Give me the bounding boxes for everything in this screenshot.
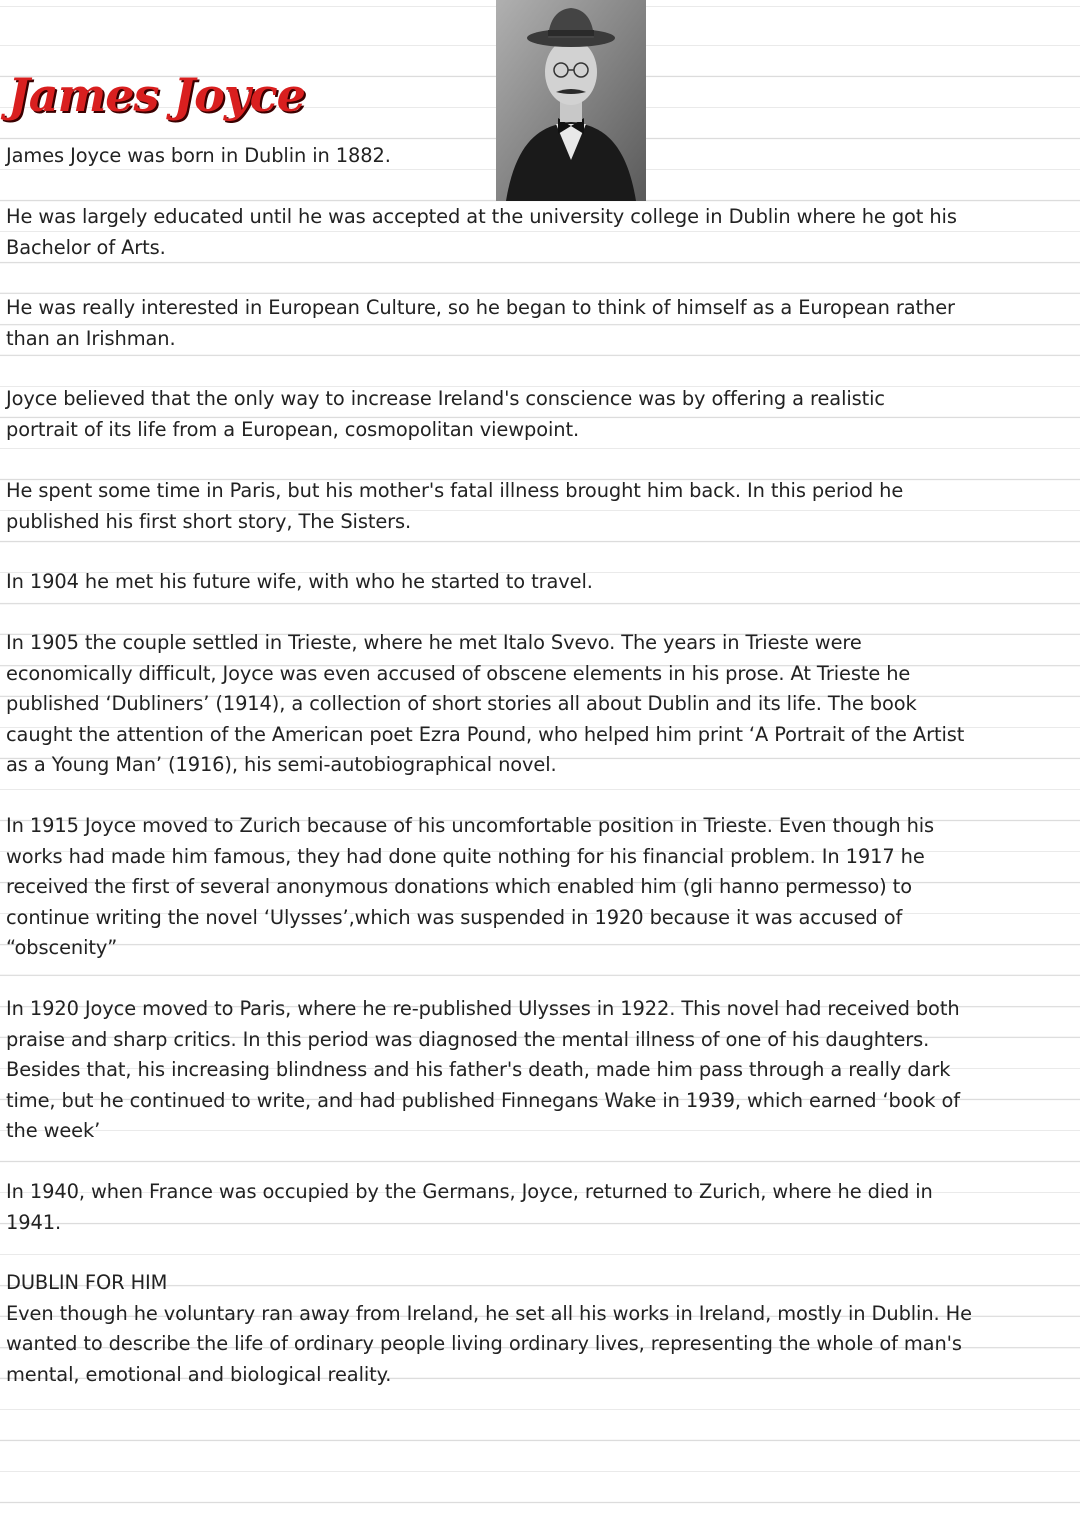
paragraph-paris: He spent some time in Paris, but his mother's fatal illness brought him back. In this period he published his first short story, The Sisters. xyxy=(6,479,904,533)
paragraph-1940: In 1940, when France was occupied by the Germans, Joyce, returned to Zurich, where he died in 1941. xyxy=(6,1180,933,1234)
paragraph-paris-1920: In 1920 Joyce moved to Paris, where he re-published Ulysses in 1922. This novel had received both praise and sharp critics. In this period was diagnosed the mental illness of one of his daughters. Besides that, his increasing blindness and his father's death, made him pass through a really dark time, but he continued to write, and had published Finnegans Wake in 1939, which earned ‘book of the week’ xyxy=(6,997,960,1143)
paragraph-ireland-conscience: Joyce believed that the only way to increase Ireland's conscience was by offering a realistic portrait of its life from a European, cosmopolitan viewpoint. xyxy=(6,387,885,441)
page-title: James Joyce xyxy=(8,68,305,122)
paragraph-zurich: In 1915 Joyce moved to Zurich because of his uncomfortable position in Trieste. Even though his works had made him famous, they had done quite nothing for his financial problem. In 1917 he received the first of several anonymous donations which enabled him (gli hanno permesso) to continue writing the novel ‘Ulysses’,which was suspended in 1920 because it was accused of “obscenity” xyxy=(6,814,935,960)
paragraph-1904: In 1904 he met his future wife, with who he started to travel. xyxy=(6,570,593,593)
paragraph-european-culture: He was really interested in European Culture, so he began to think of himself as a European rather than an Irishman. xyxy=(6,296,955,350)
paragraph-birth: James Joyce was born in Dublin in 1882. xyxy=(6,144,391,167)
paragraph-dublin-for-him: DUBLIN FOR HIM Even though he voluntary ran away from Ireland, he set all his works in Ireland, mostly in Dublin. He wanted to describe the life of ordinary people living ordinary lives, representing the whole of man's mental, emotional and biological reality. xyxy=(6,1271,972,1386)
paragraph-trieste: In 1905 the couple settled in Trieste, where he met Italo Svevo. The years in Trieste were economically difficult, Joyce was even accused of obscene elements in his prose. At Trieste he published ‘Dubliners’ (1914), a collection of short stories all about Dublin and its life. The book caught the attention of the American poet Ezra Pound, who helped him print ‘A Portrait of the Artist as a Young Man’ (1916), his semi-autobiographical novel. xyxy=(6,631,965,777)
paragraph-education: He was largely educated until he was accepted at the university college in Dublin where he got his Bachelor of Arts. xyxy=(6,205,957,259)
